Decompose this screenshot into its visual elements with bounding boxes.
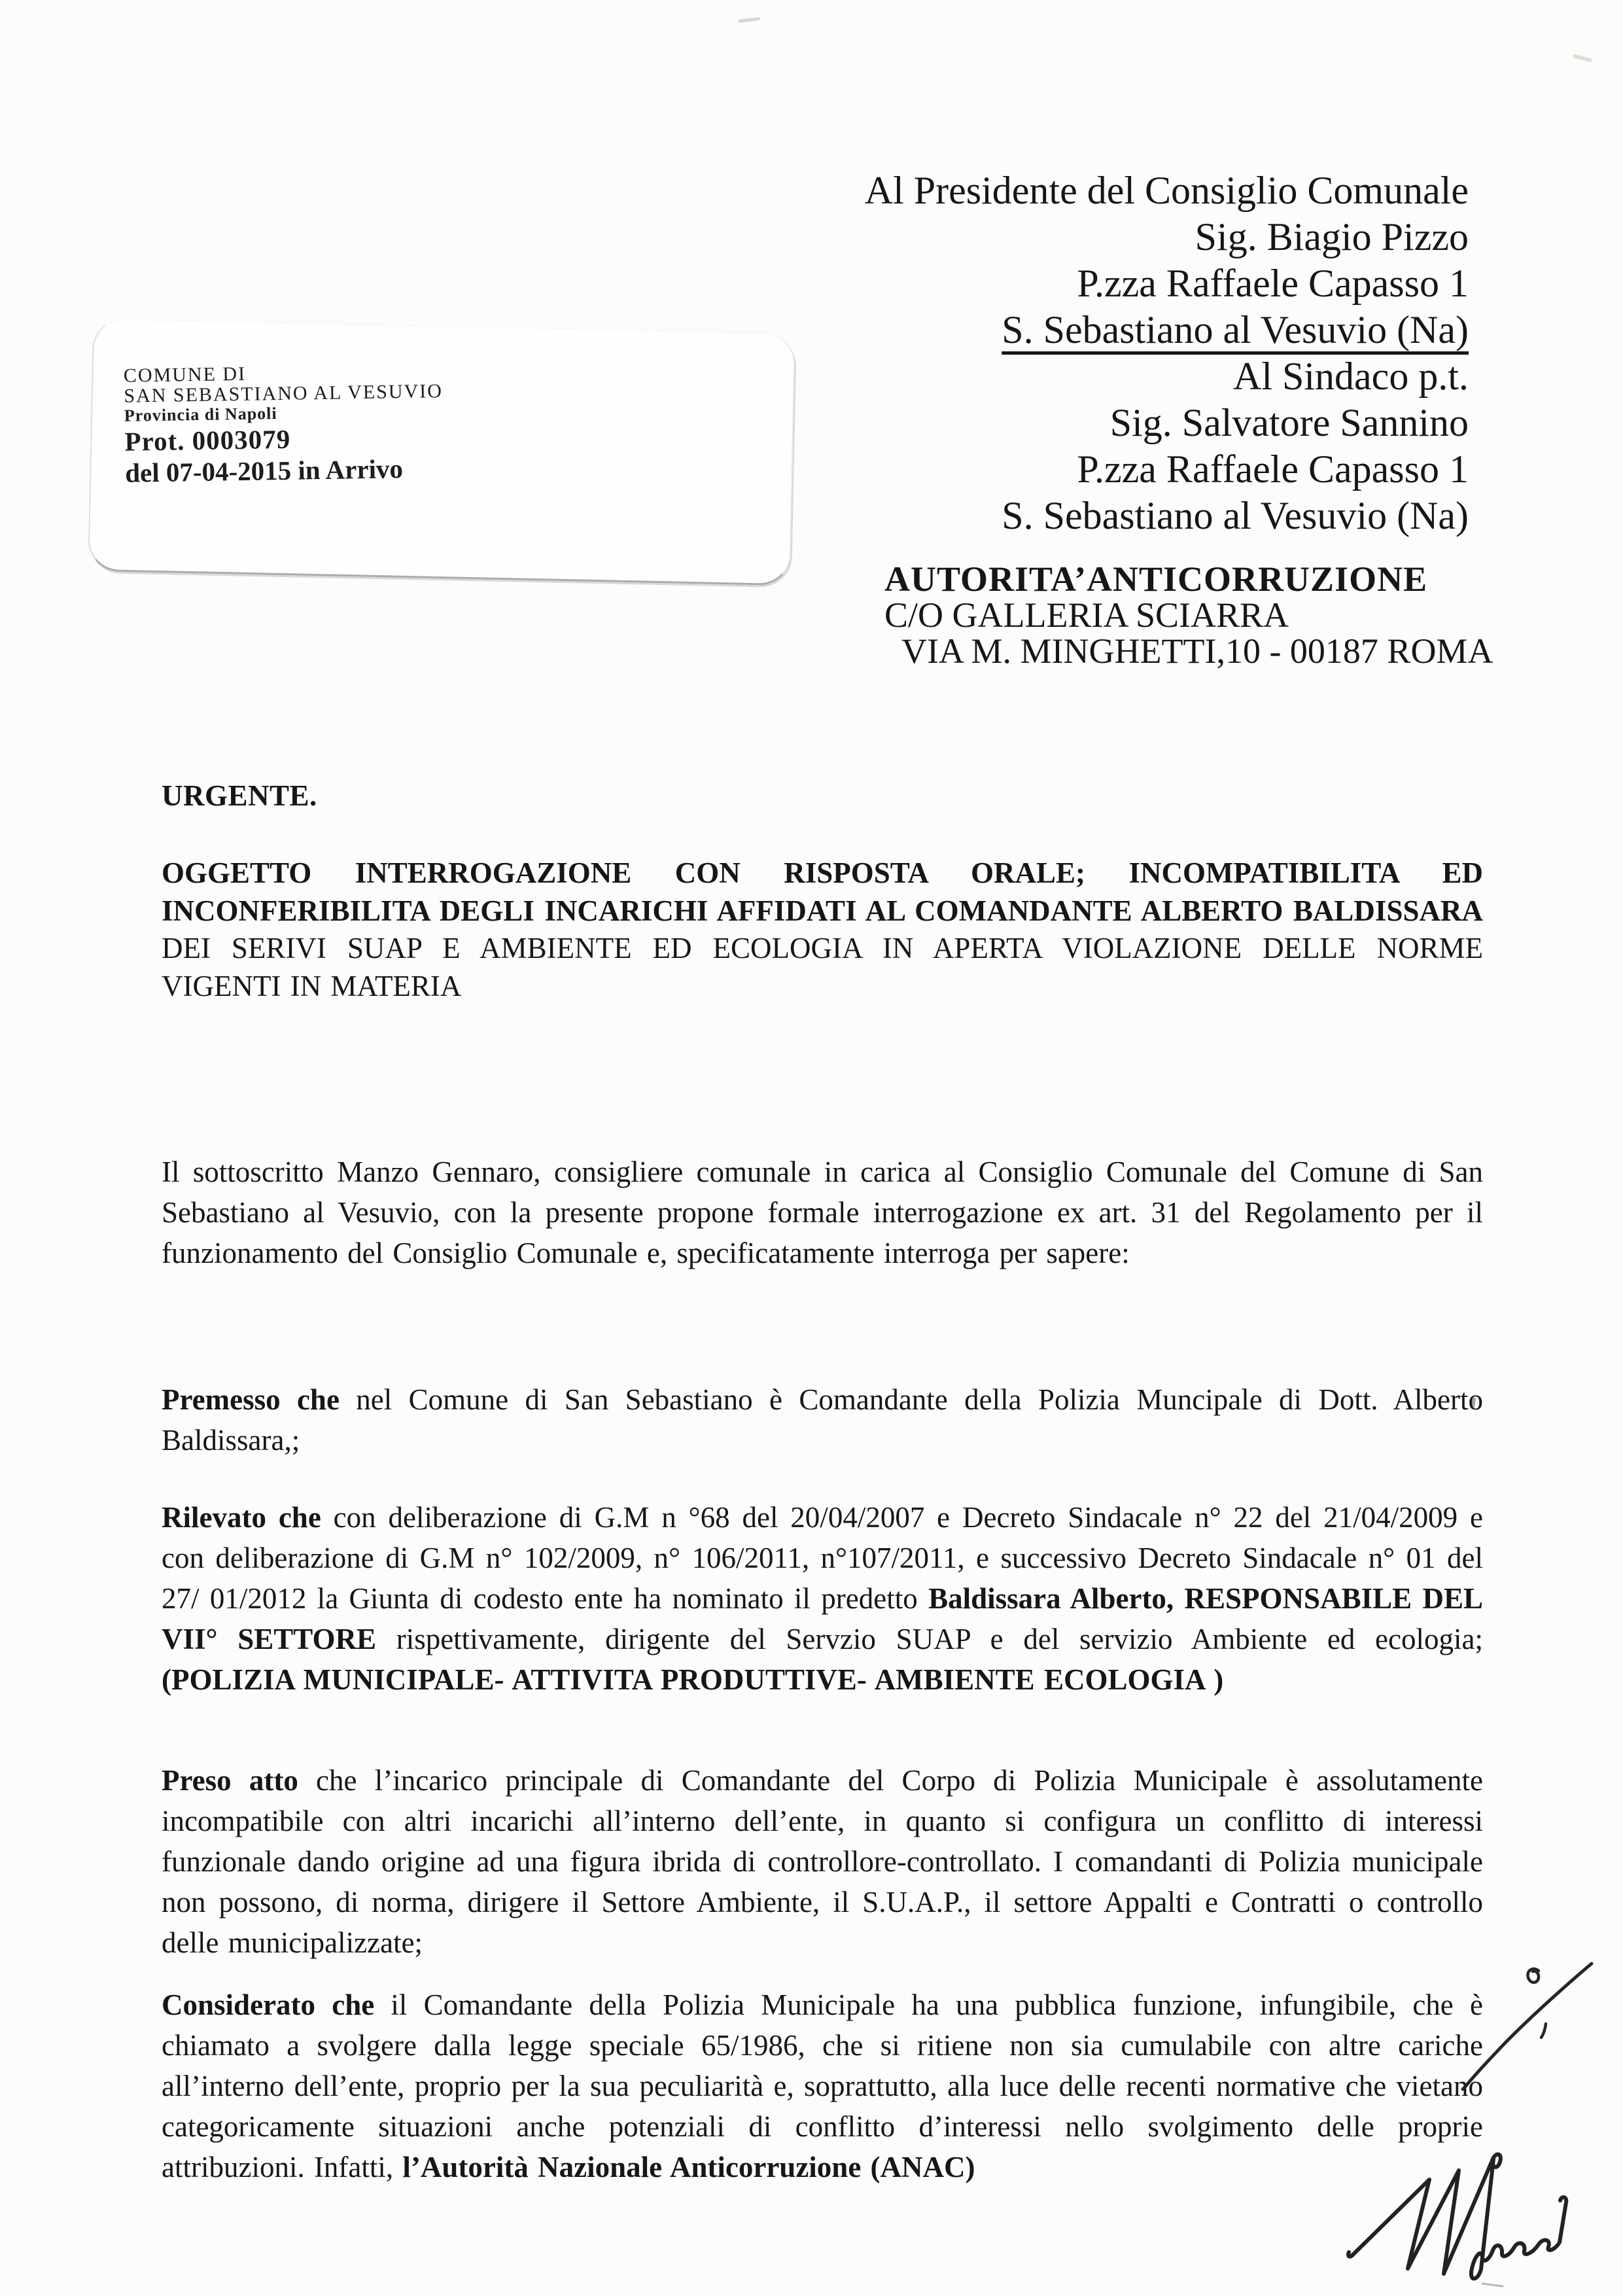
protocol-stamp-text [124,361,444,488]
rilevato-text-1: con deliberazione di G.M n °68 del 20/04/2007 e Decreto Sindacale n° 22 del 21/04/2009 e con deliberazione di G.M n° 102/2009, n° 106/2011, n°107/2011, e successivo Decreto Sindacale n° 01 del 27/ 01/2012 la Giunta di codesto ente ha nominato il predetto [162,1501,1484,1615]
recipient-line: P.zza Raffaele Capasso 1 [1077,262,1469,305]
considerato-text: il Comandante della Polizia Municipale ha una pubblica funzione, infungibile, che è chiamato a svolgere dalla legge speciale 65/1986, che si ritiene non sia cumulabile con altre cariche all’interno dell’ente, proprio per la sua peculiarità e, soprattutto, alla luce delle recenti normative che vietano categoricamente situazioni anche potenziali di conflitto d’interessi nello svolgimento delle proprie attribuzioni. Infatti, [162,1988,1483,2183]
scan-artifact-smudge [1573,54,1593,62]
paragraph-considerato [162,1985,1483,2187]
authority-co-line: C/O GALLERIA SCIARRA [884,595,1289,635]
recipient-line: Al Sindaco p.t. [1233,355,1469,398]
rilevato-text-2: rispettivamente, dirigente del Servzio SUAP e del servizio Ambiente ed ecologia; [376,1623,1483,1655]
protocol-stamp-label [88,319,795,586]
paragraph-rilevato [162,1497,1483,1700]
subject-regular-run: DEI SERIVI SUAP E AMBIENTE ED ECOLOGIA IN APERTA VIOLAZIONE DELLE NORME VIGENTI IN MATERIA [162,932,1483,1002]
paragraph-preso-atto [162,1760,1483,1963]
rilevato-lead: Rilevato che [162,1501,321,1534]
recipient-line-underlined: S. Sebastiano al Vesuvio (Na) [1002,308,1469,351]
recipient-line: Sig. Biagio Pizzo [1195,215,1469,258]
subject-bold-run: OGGETTO INTERROGAZIONE CON RISPOSTA ORALE; INCOMPATIBILITA ED INCONFERIBILITA DEGLI INCARICHI AFFIDATI AL COMANDANTE ALBERTO BALDISSARA [162,857,1483,927]
rilevato-bold-3: (POLIZIA MUNICIPALE- ATTIVITA PRODUTTIVE- AMBIENTE ECOLOGIA ) [162,1663,1224,1696]
urgente-heading: URGENTE. [162,779,317,812]
premesso-lead: Premesso che [162,1383,340,1416]
stamp-comune-line: COMUNE DI [123,362,247,387]
considerato-lead: Considerato che [162,1988,375,2021]
premesso-text: nel Comune di San Sebastiano è Comandante della Polizia Muncipale di Dott. Alberto Baldissara,; [162,1383,1483,1457]
authority-address-block [884,561,1493,669]
preso-lead: Preso atto [162,1764,298,1797]
recipient-line: P.zza Raffaele Capasso 1 [1077,448,1469,491]
stamp-provincia-line: Provincia di Napoli [124,404,277,425]
stamp-protocol-date: del 07-04-2015 in Arrivo [124,453,404,488]
authority-street-line: VIA M. MINGHETTI,10 - 00187 ROMA [901,631,1493,671]
subject-paragraph [162,855,1483,1005]
recipient-address-block [865,168,1469,539]
recipient-line: Al Presidente del Consiglio Comunale [864,169,1469,212]
stamp-protocol-number: Prot. 0003079 [124,423,291,457]
considerato-tail-bold: l’Autorità Nazionale Anticorruzione (ANAC) [402,2151,975,2183]
paragraph-intro: Il sottoscritto Manzo Gennaro, consigliere comunale in carica al Consiglio Comunale del Comune di San Sebastiano al Vesuvio, con la presente propone formale interrogazione ex art. 31 del Regolamento per il funzionamento del Consiglio Comunale e, specificatamente interroga per sapere: [162,1156,1483,1269]
stamp-city-line: SAN SEBASTIANO AL VESUVIO [124,380,444,407]
paragraph-premesso [162,1379,1483,1460]
authority-name-line: AUTORITA’ANTICORRUZIONE [884,559,1428,599]
recipient-line: Sig. Salvatore Sannino [1109,401,1469,444]
preso-text: che l’incarico principale di Comandante del Corpo di Polizia Municipale è assolutamente incompatibile con altri incarichi all’interno dell’ente, in quanto si configura un conflitto di interessi funzionale dando origine ad una figura ibrida di controllore-controllato. I comandanti di Polizia municipale non possono, di norma, dirigere il Settore Ambiente, il S.U.A.P., il settore Appalti e Contratti o controllo delle municipalizzate; [162,1764,1483,1959]
rilevato-bold-2: Baldissara Alberto, RESPONSABILE DEL VII° SETTORE [162,1582,1484,1655]
recipient-line: S. Sebastiano al Vesuvio (Na) [1002,494,1469,537]
scan-artifact-dash [738,17,760,23]
